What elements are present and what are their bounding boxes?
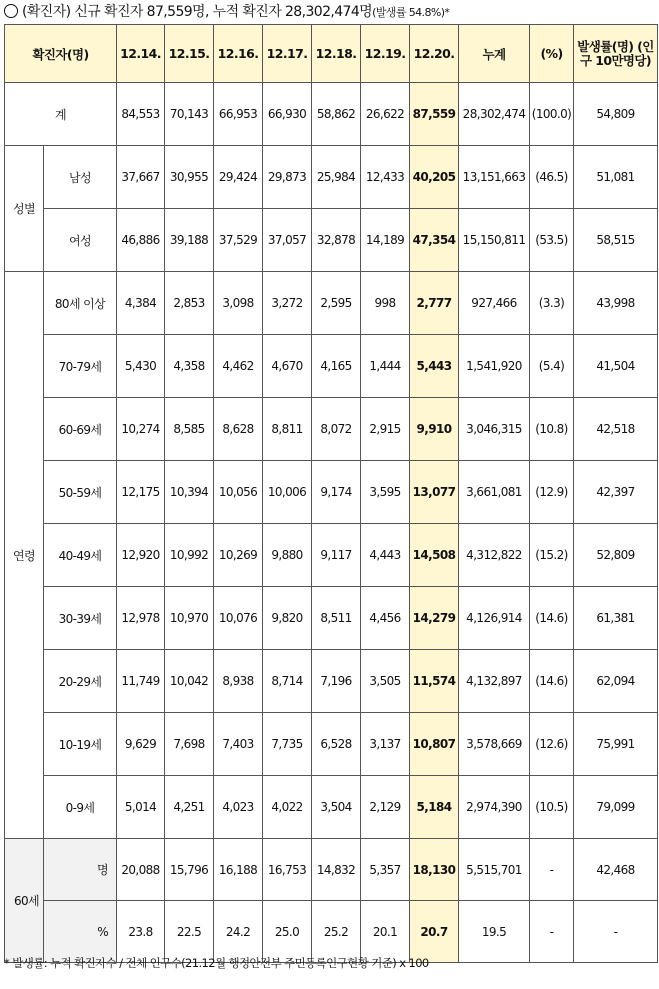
percent-cell: (12.9) [530, 461, 574, 524]
value-cell: 7,698 [165, 713, 214, 776]
value-cell-latest: 13,077 [410, 461, 459, 524]
value-cell-latest: 10,807 [410, 713, 459, 776]
cumulative-cell: 4,132,897 [459, 650, 530, 713]
percent-cell: (14.6) [530, 587, 574, 650]
value-cell: 9,880 [263, 524, 312, 587]
value-cell: 9,629 [117, 713, 165, 776]
table-row-sixty-plus [5, 901, 658, 963]
value-cell-latest: 14,508 [410, 524, 459, 587]
percent-cell: (3.3) [530, 272, 574, 335]
value-cell: 12,175 [117, 461, 165, 524]
table-row-age [5, 398, 658, 461]
value-cell: 10,274 [117, 398, 165, 461]
cumulative-cell: 4,126,914 [459, 587, 530, 650]
percent-cell: - [530, 901, 574, 963]
value-cell: 9,820 [263, 587, 312, 650]
value-cell-latest: 18,130 [410, 839, 459, 901]
rate-cell: 51,081 [574, 146, 658, 209]
row-label: 10-19세 [44, 713, 117, 776]
value-cell: 10,056 [214, 461, 263, 524]
value-cell: 2,595 [312, 272, 361, 335]
value-cell: 84,553 [117, 83, 165, 146]
value-cell: 4,456 [361, 587, 410, 650]
value-cell: 20.1 [361, 901, 410, 963]
cumulative-cell: 2,974,390 [459, 776, 530, 839]
table-row-age [5, 650, 658, 713]
table-row-age [5, 272, 658, 335]
value-cell: 10,076 [214, 587, 263, 650]
header-date: 12.18. [312, 25, 361, 83]
table-row-sex [5, 209, 658, 272]
value-cell: 30,955 [165, 146, 214, 209]
rate-cell: 62,094 [574, 650, 658, 713]
rate-cell: 42,397 [574, 461, 658, 524]
row-label: 60-69세 [44, 398, 117, 461]
value-cell-latest: 5,184 [410, 776, 459, 839]
table-row-age [5, 776, 658, 839]
value-cell-latest: 11,574 [410, 650, 459, 713]
value-cell: 10,006 [263, 461, 312, 524]
value-cell: 2,915 [361, 398, 410, 461]
value-cell: 7,403 [214, 713, 263, 776]
value-cell: 8,714 [263, 650, 312, 713]
rate-cell: 42,468 [574, 839, 658, 901]
header-date: 12.15. [165, 25, 214, 83]
value-cell: 3,098 [214, 272, 263, 335]
header-date: 12.19. [361, 25, 410, 83]
title-main: (확진자) 신규 확진자 87,559명, 누적 확진자 28,302,474명 [22, 4, 373, 20]
table-row-age [5, 713, 658, 776]
value-cell: 37,529 [214, 209, 263, 272]
value-cell: 46,886 [117, 209, 165, 272]
value-cell: 9,117 [312, 524, 361, 587]
footnote: * 발생률: 누적 확진자수 / 전체 인구수(21.12월 행정안전부 주민등록인구현황 기준) x 100 [4, 956, 429, 970]
row-label: 40-49세 [44, 524, 117, 587]
value-cell: 10,970 [165, 587, 214, 650]
rate-cell: 79,099 [574, 776, 658, 839]
value-cell: 32,878 [312, 209, 361, 272]
percent-cell: (12.6) [530, 713, 574, 776]
value-cell: 5,430 [117, 335, 165, 398]
value-cell: 70,143 [165, 83, 214, 146]
value-cell: 8,511 [312, 587, 361, 650]
value-cell: 1,444 [361, 335, 410, 398]
value-cell-latest: 47,354 [410, 209, 459, 272]
header-percent: (%) [530, 25, 574, 83]
value-cell-latest: 2,777 [410, 272, 459, 335]
percent-cell: (46.5) [530, 146, 574, 209]
title-rate-note: (발생률 54.8%)* [372, 6, 450, 19]
value-cell: 4,443 [361, 524, 410, 587]
value-cell: 8,628 [214, 398, 263, 461]
row-label: 남성 [44, 146, 117, 209]
percent-cell: (15.2) [530, 524, 574, 587]
percent-cell: (100.0) [530, 83, 574, 146]
rate-cell: 54,809 [574, 83, 658, 146]
header-date: 12.16. [214, 25, 263, 83]
rate-cell: 58,515 [574, 209, 658, 272]
header-date: 12.14. [117, 25, 165, 83]
rate-cell: 52,809 [574, 524, 658, 587]
value-cell-latest: 40,205 [410, 146, 459, 209]
row-label: 80세 이상 [44, 272, 117, 335]
value-cell: 3,137 [361, 713, 410, 776]
cumulative-cell: 15,150,811 [459, 209, 530, 272]
value-cell: 25,984 [312, 146, 361, 209]
value-cell: 2,129 [361, 776, 410, 839]
rate-cell: 41,504 [574, 335, 658, 398]
percent-cell: - [530, 839, 574, 901]
value-cell: 8,938 [214, 650, 263, 713]
row-label: 30-39세 [44, 587, 117, 650]
confirmed-cases-table [4, 24, 658, 963]
cumulative-cell: 3,046,315 [459, 398, 530, 461]
table-row-total [5, 83, 658, 146]
value-cell: 5,357 [361, 839, 410, 901]
row-label: 여성 [44, 209, 117, 272]
value-cell: 998 [361, 272, 410, 335]
percent-cell: (53.5) [530, 209, 574, 272]
group-label-sex: 성별 [5, 146, 44, 272]
header-row [5, 25, 658, 83]
value-cell: 5,014 [117, 776, 165, 839]
value-cell: 4,251 [165, 776, 214, 839]
group-label-age: 연령 [5, 272, 44, 839]
value-cell: 66,953 [214, 83, 263, 146]
table-row-age [5, 461, 658, 524]
value-cell: 66,930 [263, 83, 312, 146]
header-label: 확진자(명) [5, 25, 117, 83]
value-cell: 4,358 [165, 335, 214, 398]
table-row-age [5, 335, 658, 398]
value-cell-latest: 5,443 [410, 335, 459, 398]
value-cell: 12,978 [117, 587, 165, 650]
value-cell: 14,832 [312, 839, 361, 901]
percent-cell: (14.6) [530, 650, 574, 713]
value-cell: 4,022 [263, 776, 312, 839]
value-cell: 24.2 [214, 901, 263, 963]
value-cell: 3,595 [361, 461, 410, 524]
report-title [4, 2, 658, 22]
value-cell-latest: 20.7 [410, 901, 459, 963]
cumulative-cell: 28,302,474 [459, 83, 530, 146]
row-label: % [44, 901, 117, 963]
row-label: 계 [5, 83, 117, 146]
table-row-sixty-plus [5, 839, 658, 901]
value-cell-latest: 87,559 [410, 83, 459, 146]
rate-cell: 43,998 [574, 272, 658, 335]
value-cell: 29,424 [214, 146, 263, 209]
cumulative-cell: 13,151,663 [459, 146, 530, 209]
value-cell: 8,072 [312, 398, 361, 461]
value-cell: 8,811 [263, 398, 312, 461]
value-cell: 25.0 [263, 901, 312, 963]
value-cell: 6,528 [312, 713, 361, 776]
cumulative-cell: 3,578,669 [459, 713, 530, 776]
value-cell: 22.5 [165, 901, 214, 963]
value-cell: 3,504 [312, 776, 361, 839]
table-body [5, 83, 658, 963]
value-cell: 26,622 [361, 83, 410, 146]
circle-bullet-icon [4, 4, 18, 18]
rate-cell: 61,381 [574, 587, 658, 650]
rate-cell: 75,991 [574, 713, 658, 776]
value-cell: 4,670 [263, 335, 312, 398]
value-cell-latest: 9,910 [410, 398, 459, 461]
value-cell: 11,749 [117, 650, 165, 713]
value-cell: 37,667 [117, 146, 165, 209]
value-cell: 58,862 [312, 83, 361, 146]
table-row-sex [5, 146, 658, 209]
cumulative-cell: 4,312,822 [459, 524, 530, 587]
value-cell: 16,188 [214, 839, 263, 901]
value-cell: 14,189 [361, 209, 410, 272]
header-date: 12.20. [410, 25, 459, 83]
row-label: 50-59세 [44, 461, 117, 524]
rate-cell: - [574, 901, 658, 963]
cumulative-cell: 5,515,701 [459, 839, 530, 901]
value-cell: 4,023 [214, 776, 263, 839]
value-cell: 37,057 [263, 209, 312, 272]
row-label: 명 [44, 839, 117, 901]
value-cell: 7,735 [263, 713, 312, 776]
value-cell: 10,394 [165, 461, 214, 524]
row-label: 70-79세 [44, 335, 117, 398]
cumulative-cell: 1,541,920 [459, 335, 530, 398]
cumulative-cell: 19.5 [459, 901, 530, 963]
table-row-age [5, 587, 658, 650]
value-cell: 7,196 [312, 650, 361, 713]
value-cell: 2,853 [165, 272, 214, 335]
percent-cell: (10.8) [530, 398, 574, 461]
header-cumulative: 누계 [459, 25, 530, 83]
cumulative-cell: 927,466 [459, 272, 530, 335]
value-cell: 39,188 [165, 209, 214, 272]
value-cell: 3,272 [263, 272, 312, 335]
value-cell: 8,585 [165, 398, 214, 461]
value-cell: 15,796 [165, 839, 214, 901]
percent-cell: (10.5) [530, 776, 574, 839]
cumulative-cell: 3,661,081 [459, 461, 530, 524]
value-cell: 12,920 [117, 524, 165, 587]
table-row-age [5, 524, 658, 587]
value-cell: 4,165 [312, 335, 361, 398]
group-label-sixty-plus: 60세 [5, 839, 44, 963]
value-cell: 4,462 [214, 335, 263, 398]
row-label: 0-9세 [44, 776, 117, 839]
header-date: 12.17. [263, 25, 312, 83]
percent-cell: (5.4) [530, 335, 574, 398]
value-cell: 10,269 [214, 524, 263, 587]
rate-cell: 42,518 [574, 398, 658, 461]
value-cell-latest: 14,279 [410, 587, 459, 650]
header-rate: 발생률(명) (인구 10만명당) [574, 25, 658, 83]
value-cell: 20,088 [117, 839, 165, 901]
value-cell: 23.8 [117, 901, 165, 963]
value-cell: 9,174 [312, 461, 361, 524]
value-cell: 3,505 [361, 650, 410, 713]
value-cell: 12,433 [361, 146, 410, 209]
value-cell: 25.2 [312, 901, 361, 963]
value-cell: 10,042 [165, 650, 214, 713]
value-cell: 16,753 [263, 839, 312, 901]
value-cell: 29,873 [263, 146, 312, 209]
value-cell: 10,992 [165, 524, 214, 587]
row-label: 20-29세 [44, 650, 117, 713]
value-cell: 4,384 [117, 272, 165, 335]
